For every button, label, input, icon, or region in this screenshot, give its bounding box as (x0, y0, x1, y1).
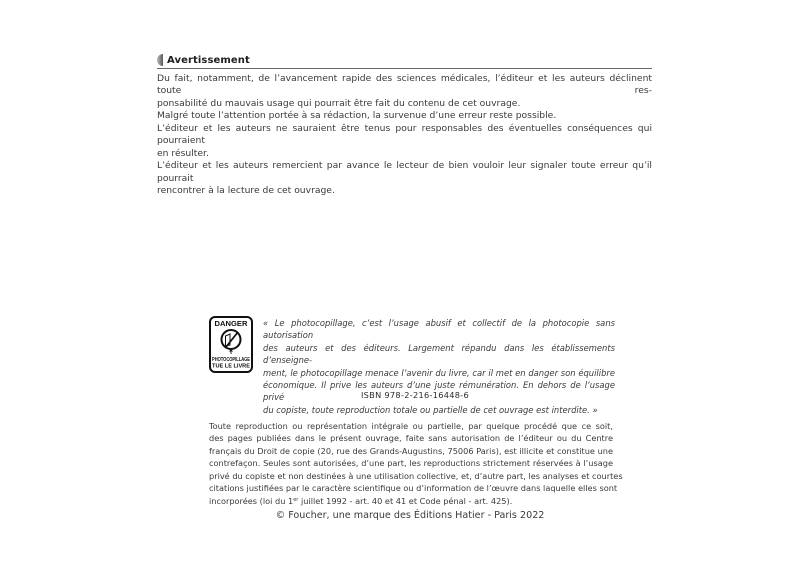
warning-line: Malgré toute l’attention portée à sa rédaction, la survenue d’une erreur reste possible. (157, 110, 557, 122)
half-circle-icon (157, 54, 163, 66)
quote-line: du copiste, toute reproduction totale ou partielle de cet ouvrage est interdite. » (263, 404, 598, 415)
warning-title: Avertissement (167, 54, 250, 66)
warning-line: en résulter. (157, 147, 209, 159)
warning-body (157, 73, 652, 198)
danger-photocopillage-logo (209, 316, 253, 373)
warning-line: ponsabilité du mauvais usage qui pourrait être fait du contenu de cet ouvrage. (157, 97, 521, 109)
warning-line: L’éditeur et les auteurs remercient par avance le lecteur de bien vouloir leur signaler toute erreur qu’il pourrait (157, 160, 652, 184)
logo-photocopillage-text: PHOTOCOPILLAGE (212, 357, 251, 363)
warning-section (157, 53, 652, 198)
legal-line: citations justifiées par le caractère scientifique ou d’information de l’œuvre dans laquelle elles sont (209, 483, 618, 494)
warning-line: Du fait, notamment, de l’avancement rapide des sciences médicales, l’éditeur et les auteurs déclinent toute res- (157, 73, 652, 97)
warning-line: L’éditeur et les auteurs ne sauraient être tenus pour responsables des éventuelles conséquences qui pourraient (157, 122, 652, 147)
quote-line: « Le photocopillage, c’est l’usage abusif et collectif de la photocopie sans autorisation (263, 318, 615, 341)
legal-line: des pages publiées dans le présent ouvrage, faite sans autorisation de l’éditeur ou du Centre (209, 433, 613, 444)
quote-line: économique. Il prive les auteurs d’une juste rémunération. En dehors de l’usage privé (263, 380, 615, 403)
warning-header (157, 53, 652, 69)
legal-superscript: er (293, 497, 299, 504)
legal-last-part1: incorporées (loi du 1 (209, 496, 294, 507)
isbn-line (0, 390, 800, 400)
quote-line: des auteurs et des éditeurs. Largement répandu dans les établissements d’enseigne- (263, 342, 615, 366)
logo-tue-le-livre-text: TUE LE LIVRE (212, 363, 250, 370)
legal-last-part2: juillet 1992 - art. 40 et 41 et Code pénal - art. 425). (298, 496, 513, 507)
legal-line: français du Droit de copie (20, rue des Grands-Augustins, 75006 Paris), est illicite et constitue une (209, 445, 613, 456)
legal-line: contrefaçon. Seules sont autorisées, d’une part, les reproductions strictement réservées à l’usage (209, 458, 613, 469)
logo-danger-text: DANGER (214, 319, 248, 328)
copyright-text: © Foucher, une marque des Éditions Hatier - Paris 2022 (275, 510, 545, 521)
copyright-line (0, 510, 800, 521)
legal-line-last (209, 494, 613, 507)
legal-line: Toute reproduction ou représentation intégrale ou partielle, par quelque procédé que ce soit, (209, 421, 613, 431)
photocopy-notice-block (209, 316, 615, 416)
quote-line: ment, le photocopillage menace l’avenir du livre, car il met en danger son équilibre (263, 367, 615, 378)
legal-notice (209, 420, 623, 508)
photocopy-quote (263, 317, 615, 416)
isbn-text: ISBN 978-2-216-16448-6 (360, 390, 470, 400)
warning-line: rencontrer à la lecture de cet ouvrage. (157, 185, 335, 197)
legal-line: privé du copiste et non destinées à une utilisation collective, et, d’autre part, les analyses et courtes (209, 470, 623, 481)
